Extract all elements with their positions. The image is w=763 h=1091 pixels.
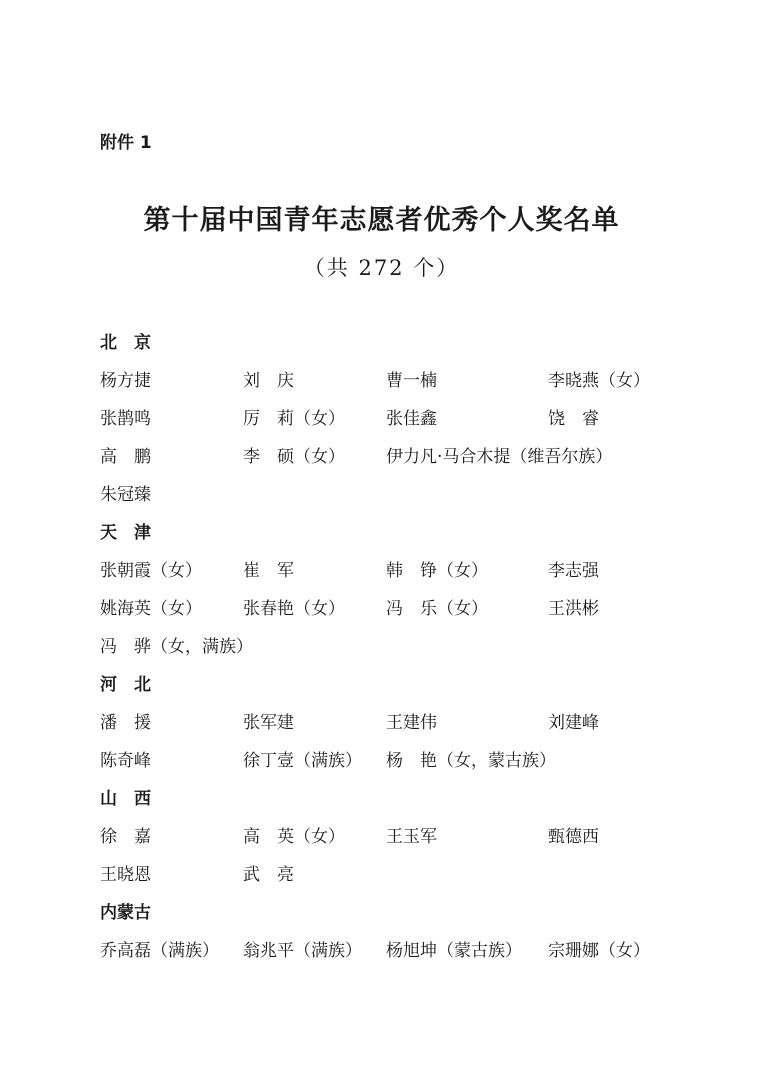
person-name: 韩 铮（女） [386,561,488,581]
document-title: 第十届中国青年志愿者优秀个人奖名单 [143,205,620,236]
region-hebei [100,672,700,786]
person-name: 陈奇峰 [100,751,151,771]
region-names [100,368,700,520]
person-name: 姚海英（女） [100,599,202,619]
person-name: 张佳鑫 [386,409,437,429]
region-beijing [100,330,700,520]
person-name: 李 硕（女） [243,447,345,467]
person-name: 宗珊娜（女） [548,941,650,961]
region-shanxi [100,786,700,900]
person-name: 王晓恩 [100,865,151,885]
region-names [100,710,700,786]
document-subtitle: （共 272 个） [303,256,460,280]
person-name: 曹一楠 [386,371,437,391]
region-title: 山 西 [100,789,151,809]
person-name: 王建伟 [386,713,437,733]
person-name: 乔高磊（满族） [100,941,219,961]
person-name: 武 亮 [243,865,294,885]
person-name: 冯 骅（女，满族） [100,637,253,657]
name-list [100,330,700,976]
region-inner-mongolia [100,900,700,976]
person-name: 崔 军 [243,561,294,581]
person-name: 杨方捷 [100,371,151,391]
attachment-label: 附件 1 [100,133,152,153]
person-name: 王洪彬 [548,599,599,619]
person-name: 厉 莉（女） [243,409,345,429]
person-name: 张朝霞（女） [100,561,202,581]
person-name: 杨旭坤（蒙古族） [386,941,522,961]
person-name: 刘 庆 [243,371,294,391]
region-names [100,824,700,900]
person-name: 刘建峰 [548,713,599,733]
person-name: 杨 艳（女，蒙古族） [386,751,556,771]
person-name: 张军建 [243,713,294,733]
person-name: 翁兆平（满族） [243,941,362,961]
person-name: 饶 睿 [548,409,599,429]
region-tianjin [100,520,700,672]
person-name: 王玉军 [386,827,437,847]
person-name: 张鹊鸣 [100,409,151,429]
region-names [100,558,700,672]
person-name: 甄德西 [548,827,599,847]
person-name: 张春艳（女） [243,599,345,619]
person-name: 潘 援 [100,713,151,733]
person-name: 高 英（女） [243,827,345,847]
region-names [100,938,700,976]
person-name: 李晓燕（女） [548,371,650,391]
person-name: 徐丁壹（满族） [243,751,362,771]
person-name: 冯 乐（女） [386,599,488,619]
region-title: 河 北 [100,675,151,695]
region-title: 内蒙古 [100,903,151,923]
person-name: 朱冠臻 [100,485,151,505]
person-name: 徐 嘉 [100,827,151,847]
person-name: 李志强 [548,561,599,581]
region-title: 天 津 [100,523,151,543]
region-title: 北 京 [100,333,151,353]
person-name: 高 鹏 [100,447,151,467]
person-name: 伊力凡·马合木提（维吾尔族） [386,447,613,467]
